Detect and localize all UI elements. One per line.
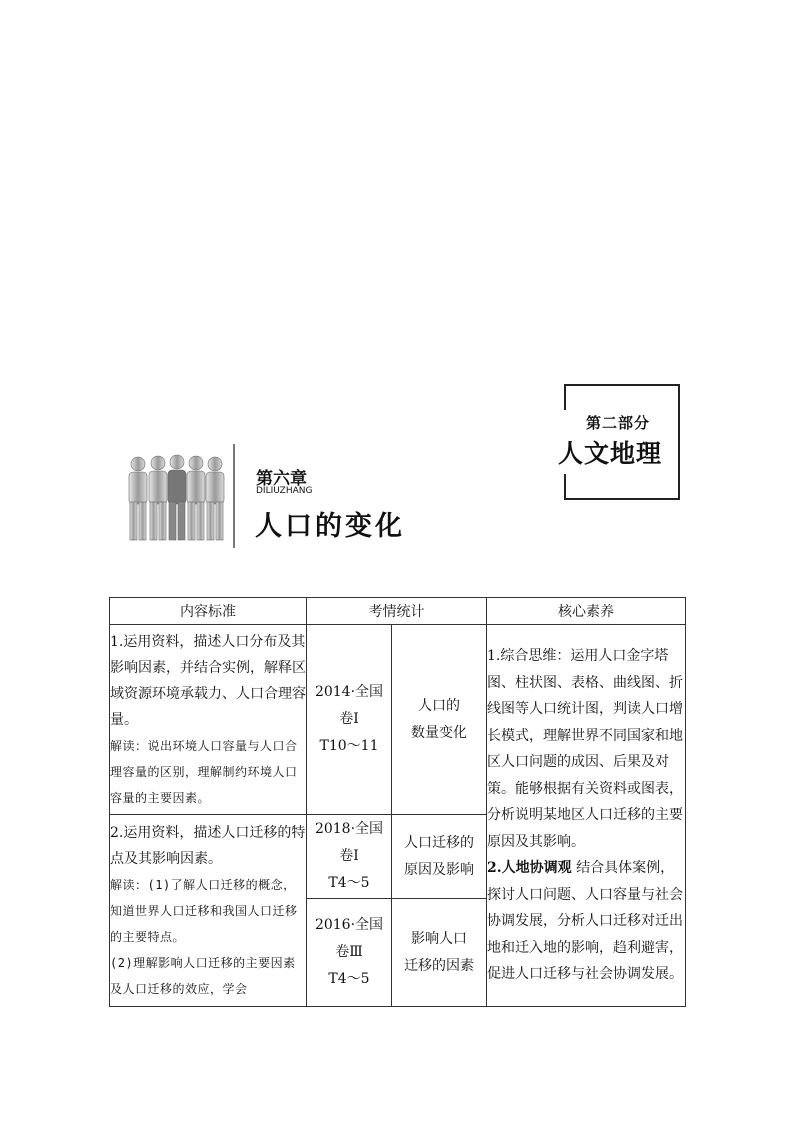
people-figures-icon (120, 452, 232, 544)
part-title: 人文地理 (554, 432, 666, 472)
chapter-divider (233, 444, 235, 548)
header-exam-stats: 考情统计 (307, 598, 487, 625)
standards-table (109, 597, 686, 1007)
exam-year-1: 2014·全国 卷Ⅰ T10～11 (307, 625, 392, 815)
core-literacy: 1.综合思维：运用人口金字塔图、柱状图、表格、曲线图、折线图等人口统计图，判读人口增长模式，理解世界不同国家和地区人口问题的成因、后果及对策。能够根据有关资料或图表，分析说明某地区人口迁移的主要原因及其影响。 2.人地协调观 结合具体案例，探讨人口问题、人口容量与社会协调发展，分析人口迁移对迁出地和迁入地的影响，趋利避害，促进人口迁移与社会协调发展。 (487, 625, 686, 1007)
exam-topic-1: 人口的 数量变化 (392, 625, 487, 815)
chapter-label: 第六章 (256, 469, 307, 489)
header-content-standard: 内容标准 (110, 598, 307, 625)
chapter-title: 人口的变化 (255, 511, 405, 542)
table-row (110, 625, 686, 815)
exam-topic-3: 影响人口 迁移的因素 (392, 899, 487, 1007)
chapter-pinyin: DILIUZHANG (256, 486, 313, 496)
part-label: 第二部分 (586, 414, 651, 432)
exam-topic-2: 人口迁移的 原因及影响 (392, 815, 487, 899)
exam-year-3: 2016·全国 卷Ⅲ T4～5 (307, 899, 392, 1007)
table-header-row (110, 598, 686, 625)
content-standard-1: 1.运用资料，描述人口分布及其影响因素，并结合实例，解释区域资源环境承载力、人口合理容量。 解读：说出环境人口容量与人口合理容量的区别，理解制约环境人口容量的主要因素。 (110, 625, 307, 815)
header-core-literacy: 核心素养 (487, 598, 686, 625)
content-standard-2: 2.运用资料，描述人口迁移的特点及其影响因素。 解读：(1)了解人口迁移的概念，知道世界人口迁移和我国人口迁移的主要特点。 (2)理解影响人口迁移的主要因素及人口迁移的效应，学会 (110, 815, 307, 1007)
exam-year-2: 2018·全国 卷Ⅰ T4～5 (307, 815, 392, 899)
